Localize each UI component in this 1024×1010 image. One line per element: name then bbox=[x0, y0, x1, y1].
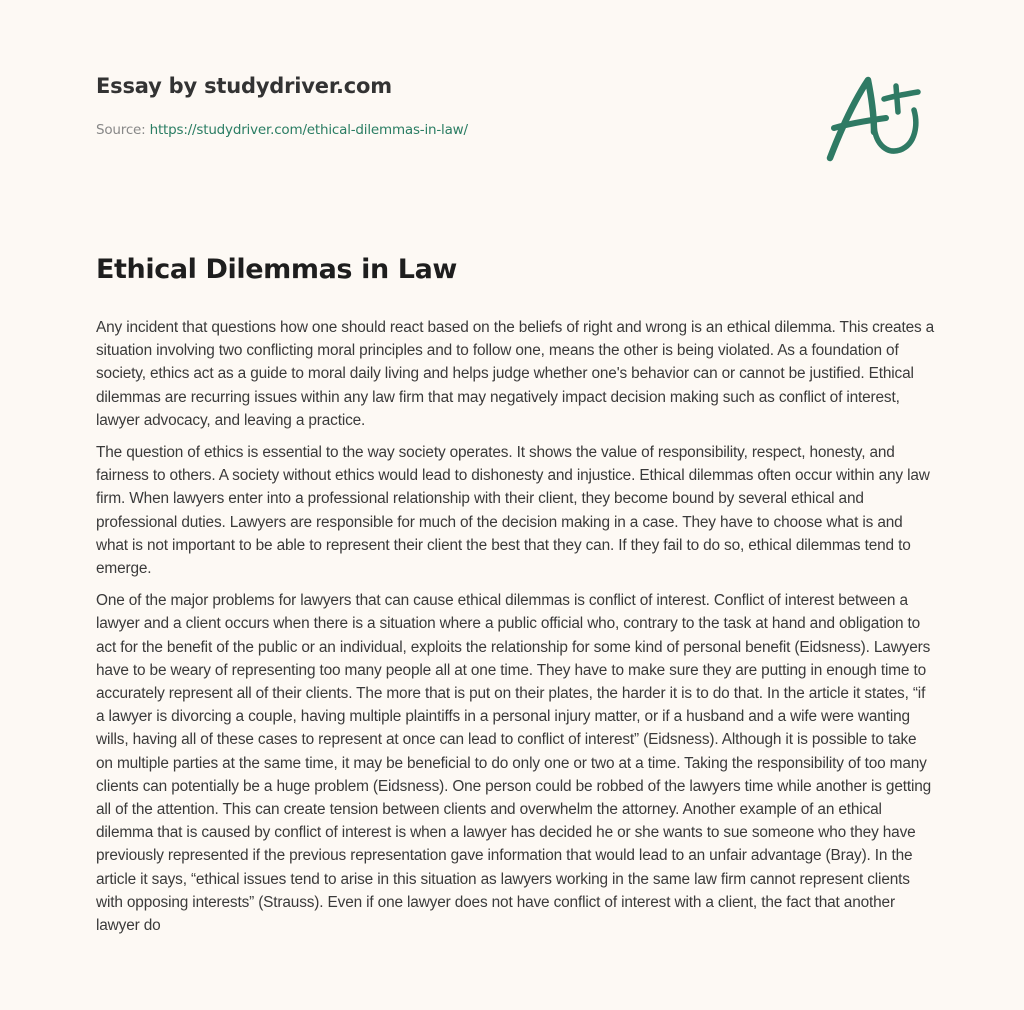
article-paragraph: One of the major problems for lawyers that can cause ethical dilemmas is conflict of interest. Conflict of interest between a lawyer and a client occurs when there is a situation where a public official who, contrary to the task at hand and obligation to act for the benefit of the public or an individual, exploits the relationship for some kind of personal benefit (Eidsness). Lawyers have to be weary of representing too many people all at one time. They have to make sure they are putting in enough time to accurately represent all of their clients. The more that is put on their plates, the harder it is to do that. In the article it states, “if a lawyer is divorcing a couple, having multiple plaintiffs in a personal injury matter, or if a husband and a wife were wanting wills, having all of these cases to represent at once can lead to conflict of interest” (Eidsness). Although it is possible to take on multiple parties at the same time, it may be beneficial to do only one or two at a time. Taking the responsibility of too many clients can potentially be a huge problem (Eidsness). One person could be robbed of the lawyers time while another is getting all of the attention. This can create tension between clients and overwhelm the attorney. Another example of an ethical dilemma that is caused by conflict of interest is when a lawyer has decided he or she wants to sue someone who they have previously represented if the previous representation gave information that would lead to an unfair advantage (Bray). In the article it says, “ethical issues tend to arise in this situation as lawyers working in the same law firm cannot represent clients with opposing interests” (Strauss). Even if one lawyer does not have conflict of interest with a client, the fact that another lawyer do bbox=[96, 592, 932, 935]
article-body bbox=[96, 316, 936, 946]
source-label: Source: bbox=[96, 122, 150, 138]
article-paragraph: Any incident that questions how one should react based on the beliefs of right and wrong is an ethical dilemma. This creates a situation involving two conflicting moral principles and to follow one, means the other is being violated. As a foundation of society, ethics act as a guide to moral daily living and helps judge whether one's behavior can or cannot be justified. Ethical dilemmas are recurring issues within any law firm that may negatively impact decision making such as conflict of interest, lawyer advocacy, and leaving a practice. bbox=[96, 319, 935, 429]
a-plus-grade-icon bbox=[822, 66, 932, 166]
article-paragraph: The question of ethics is essential to the way society operates. It shows the value of responsibility, respect, honesty, and fairness to others. A society without ethics would lead to dishonesty and injustice. Ethical dilemmas often occur within any law firm. When lawyers enter into a professional relationship with their client, they become bound by several ethical and professional duties. Lawyers are responsible for much of the decision making in a case. They have to choose what is and what is not important to be able to represent their client the best that they can. If they fail to do so, ethical dilemmas tend to emerge. bbox=[96, 444, 930, 578]
page-header bbox=[96, 74, 796, 138]
brand-title: Essay by studydriver.com bbox=[96, 74, 392, 98]
page-title: Ethical Dilemmas in Law bbox=[96, 254, 457, 285]
source-link[interactable]: https://studydriver.com/ethical-dilemmas-in-law/ bbox=[149, 122, 468, 138]
source-line bbox=[96, 122, 796, 138]
